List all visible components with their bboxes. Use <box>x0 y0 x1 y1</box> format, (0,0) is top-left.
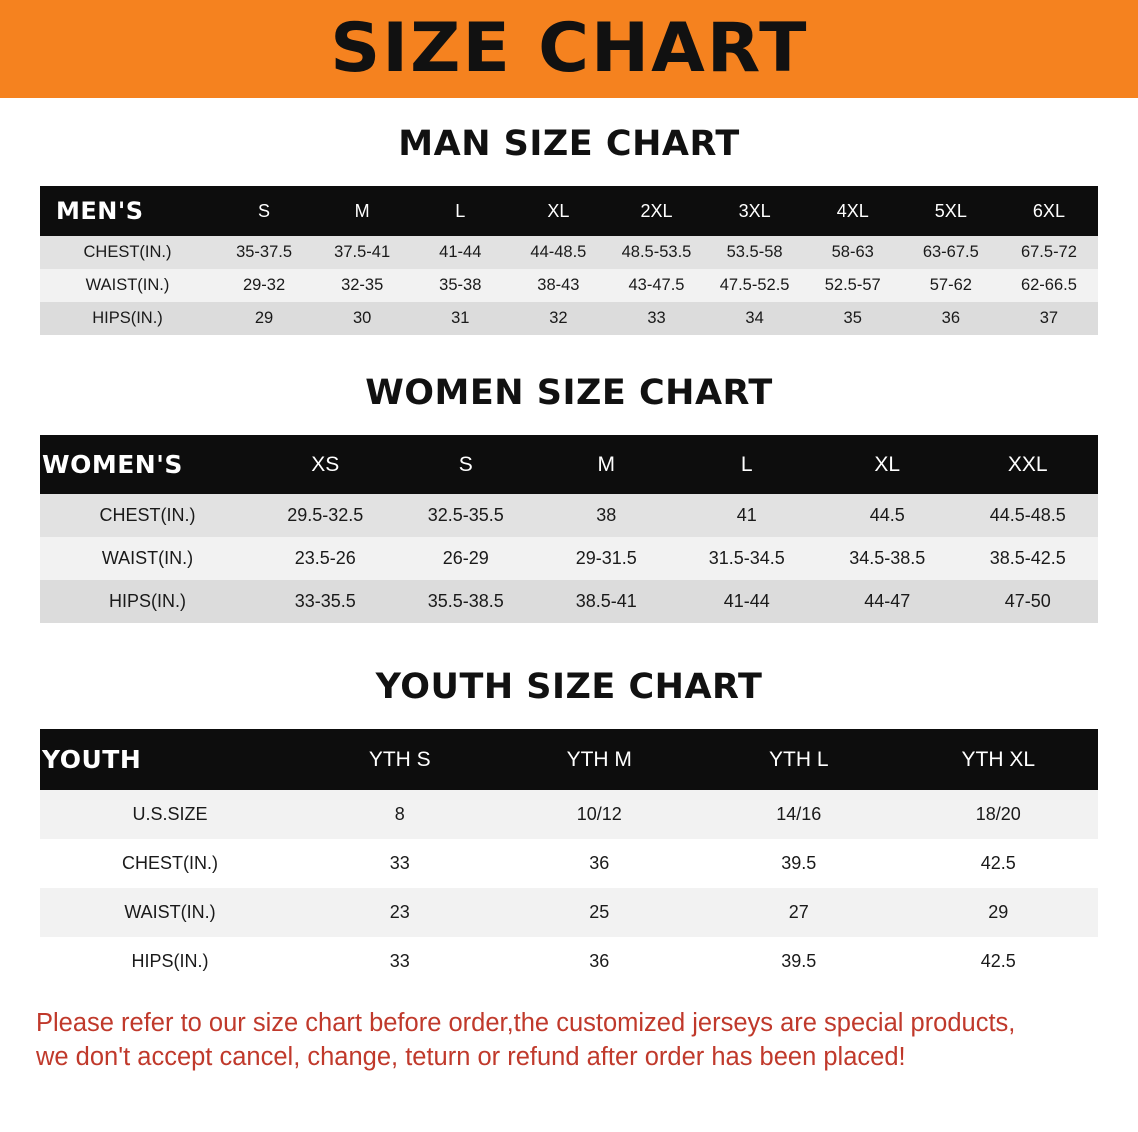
table-cell: 37 <box>1039 309 1059 327</box>
table-cell: 32 <box>549 309 568 327</box>
man-col-2xl: 2XL <box>640 200 673 221</box>
table-cell: 44.5 <box>869 505 905 525</box>
table-cell: 67.5-72 <box>1020 243 1077 261</box>
table-cell: 26-29 <box>442 548 489 568</box>
women-col-l: L <box>740 452 753 476</box>
women-row-chest-label: CHEST(IN.) <box>99 505 196 525</box>
youth-row-ussize-label: U.S.SIZE <box>132 804 208 824</box>
table-cell: 41-44 <box>723 591 770 611</box>
women-section-heading: WOMEN SIZE CHART <box>365 373 773 413</box>
table-cell: 48.5-53.5 <box>621 243 692 261</box>
women-col-xs: XS <box>311 452 340 476</box>
man-col-6xl: 6XL <box>1032 200 1065 221</box>
women-header-row <box>40 435 1098 494</box>
table-cell: 31.5-34.5 <box>708 548 785 568</box>
table-cell: 32-35 <box>341 276 384 294</box>
women-col-xl: XL <box>874 452 901 476</box>
table-cell: 23.5-26 <box>294 548 356 568</box>
table-cell: 35 <box>843 309 862 327</box>
women-size-table <box>40 435 1098 623</box>
page-banner <box>0 0 1138 98</box>
man-header-row <box>40 186 1098 236</box>
youth-table-head <box>40 729 1098 790</box>
table-cell: 53.5-58 <box>726 243 783 261</box>
table-cell: 44-48.5 <box>530 243 587 261</box>
table-row <box>40 236 1098 269</box>
man-col-xl: XL <box>547 200 570 221</box>
table-cell: 31 <box>451 309 470 327</box>
policy-note-line-2: we don't accept cancel, change, teturn or refund after order has been placed! <box>36 1043 906 1072</box>
women-row-hips-label: HIPS(IN.) <box>108 591 186 611</box>
youth-row-chest-label: CHEST(IN.) <box>122 853 218 873</box>
women-table-wrap <box>40 435 1098 623</box>
table-cell: 29-31.5 <box>575 548 637 568</box>
youth-row-waist-label: WAIST(IN.) <box>124 902 216 922</box>
policy-note <box>36 1006 1102 1075</box>
table-cell: 32.5-35.5 <box>427 505 504 525</box>
table-cell: 37.5-41 <box>334 243 391 261</box>
youth-size-table <box>40 729 1098 986</box>
table-cell: 36 <box>941 309 960 327</box>
table-cell: 42.5 <box>980 853 1016 873</box>
man-col-4xl: 4XL <box>836 200 869 221</box>
table-cell: 35-37.5 <box>236 243 293 261</box>
table-cell: 58-63 <box>831 243 874 261</box>
policy-note-line-1: Please refer to our size chart before order,the customized jerseys are special products, <box>36 1009 1016 1037</box>
man-col-3xl: 3XL <box>738 200 771 221</box>
table-row <box>40 537 1098 580</box>
women-row-waist-label: WAIST(IN.) <box>101 548 194 568</box>
table-cell: 63-67.5 <box>922 243 979 261</box>
youth-table-wrap <box>40 729 1098 986</box>
table-cell: 47-50 <box>1004 591 1051 611</box>
man-section-heading: MAN SIZE CHART <box>398 124 740 164</box>
man-row-chest-label: CHEST(IN.) <box>83 243 172 261</box>
table-cell: 35.5-38.5 <box>427 591 504 611</box>
table-cell: 30 <box>352 309 372 327</box>
table-cell: 38-43 <box>537 276 580 294</box>
table-cell: 18/20 <box>975 804 1021 824</box>
man-table-head <box>40 186 1098 236</box>
table-cell: 39.5 <box>781 853 817 873</box>
man-table-body <box>40 236 1098 335</box>
table-row <box>40 302 1098 335</box>
table-cell: 33-35.5 <box>294 591 356 611</box>
table-cell: 43-47.5 <box>628 276 685 294</box>
table-cell: 39.5 <box>781 951 817 971</box>
table-cell: 29 <box>988 902 1009 922</box>
table-row <box>40 580 1098 623</box>
table-cell: 25 <box>589 902 610 922</box>
table-cell: 33 <box>389 853 410 873</box>
man-table-wrap <box>40 186 1098 335</box>
table-cell: 62-66.5 <box>1020 276 1077 294</box>
table-cell: 41 <box>736 505 757 525</box>
table-cell: 34.5-38.5 <box>849 548 926 568</box>
table-cell: 10/12 <box>576 804 622 824</box>
table-row <box>40 494 1098 537</box>
table-cell: 44.5-48.5 <box>989 505 1066 525</box>
table-cell: 34 <box>745 309 764 327</box>
page-title: SIZE CHART <box>329 9 809 88</box>
table-cell: 27 <box>788 902 809 922</box>
table-cell: 52.5-57 <box>824 276 881 294</box>
table-cell: 47.5-52.5 <box>719 276 790 294</box>
man-col-m: M <box>354 200 370 221</box>
table-cell: 41-44 <box>439 243 482 261</box>
table-cell: 33 <box>647 309 666 327</box>
women-table-head <box>40 435 1098 494</box>
table-row <box>40 839 1098 888</box>
table-cell: 42.5 <box>980 951 1016 971</box>
table-cell: 8 <box>394 804 405 824</box>
man-row-waist-label: WAIST(IN.) <box>85 276 170 294</box>
table-cell: 44-47 <box>864 591 911 611</box>
table-cell: 38.5-42.5 <box>989 548 1066 568</box>
table-cell: 36 <box>589 853 610 873</box>
youth-col-l: YTH L <box>768 747 829 771</box>
man-header-label: MEN'S <box>56 197 144 225</box>
table-row <box>40 937 1098 986</box>
man-row-hips-label: HIPS(IN.) <box>92 309 163 327</box>
man-col-s: S <box>258 200 271 221</box>
women-col-xxl: XXL <box>1007 452 1048 476</box>
table-cell: 29 <box>254 309 274 327</box>
youth-col-xl: YTH XL <box>961 747 1036 771</box>
table-cell: 33 <box>389 951 410 971</box>
table-cell: 29-32 <box>242 276 286 294</box>
women-col-m: M <box>597 452 615 476</box>
youth-section-heading: YOUTH SIZE CHART <box>375 667 763 707</box>
table-cell: 29.5-32.5 <box>287 505 364 525</box>
youth-col-m: YTH M <box>566 747 632 771</box>
table-cell: 38.5-41 <box>575 591 637 611</box>
table-row <box>40 790 1098 839</box>
women-col-s: S <box>458 452 473 476</box>
table-cell: 14/16 <box>776 804 822 824</box>
youth-header-row <box>40 729 1098 790</box>
youth-row-hips-label: HIPS(IN.) <box>131 951 209 971</box>
table-cell: 23 <box>389 902 410 922</box>
youth-header-label: YOUTH <box>42 745 142 774</box>
man-size-table <box>40 186 1098 335</box>
women-header-label: WOMEN'S <box>42 450 183 479</box>
table-cell: 38 <box>596 505 617 525</box>
women-table-body <box>40 494 1098 623</box>
youth-col-s: YTH S <box>368 747 431 771</box>
man-col-5xl: 5XL <box>934 200 967 221</box>
table-row <box>40 269 1098 302</box>
youth-table-body <box>40 790 1098 986</box>
man-col-l: L <box>455 200 466 221</box>
table-cell: 35-38 <box>439 276 482 294</box>
table-row <box>40 888 1098 937</box>
table-cell: 36 <box>589 951 610 971</box>
table-cell: 57-62 <box>929 276 972 294</box>
